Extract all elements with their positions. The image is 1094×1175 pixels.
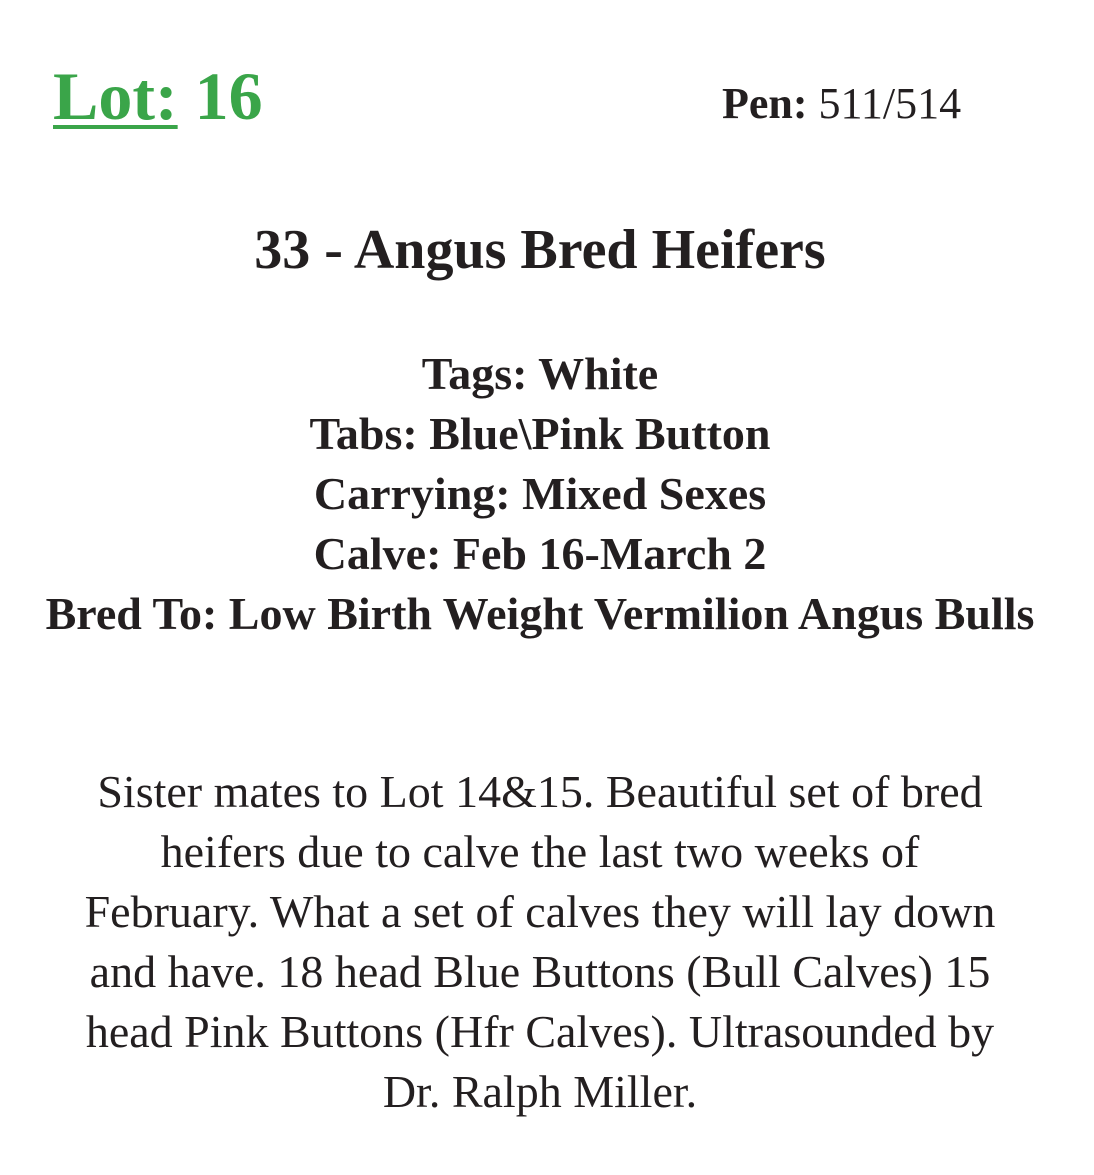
pen-value: 511/514 [818, 79, 962, 128]
carrying-line: Carrying: Mixed Sexes [313, 468, 767, 519]
tabs-line: Tabs: Blue\Pink Button [309, 408, 771, 459]
pen-info [722, 78, 961, 130]
lot-title: 33 - Angus Bred Heifers [254, 219, 826, 281]
lot-details [40, 344, 1040, 644]
lot-description: Sister mates to Lot 14&15. Beautiful set of bred heifers due to calve the last two weeks of February. What a set of calves they will lay down and have. 18 head Blue Buttons (Bull Calves) 15 head Pink Buttons (Hfr Calves). Ultrasounded by Dr. Ralph Miller. [84, 766, 996, 1117]
bred-to-line: Bred To: Low Birth Weight Vermilion Angus Bulls [45, 588, 1035, 639]
lot-label: Lot: [53, 58, 178, 134]
calve-line: Calve: Feb 16-March 2 [313, 528, 767, 579]
lot-header [0, 0, 1094, 150]
pen-label: Pen: [722, 79, 808, 128]
tags-line: Tags: White [421, 348, 659, 399]
lot-number: 16 [194, 58, 263, 134]
lot-heading [53, 56, 263, 136]
